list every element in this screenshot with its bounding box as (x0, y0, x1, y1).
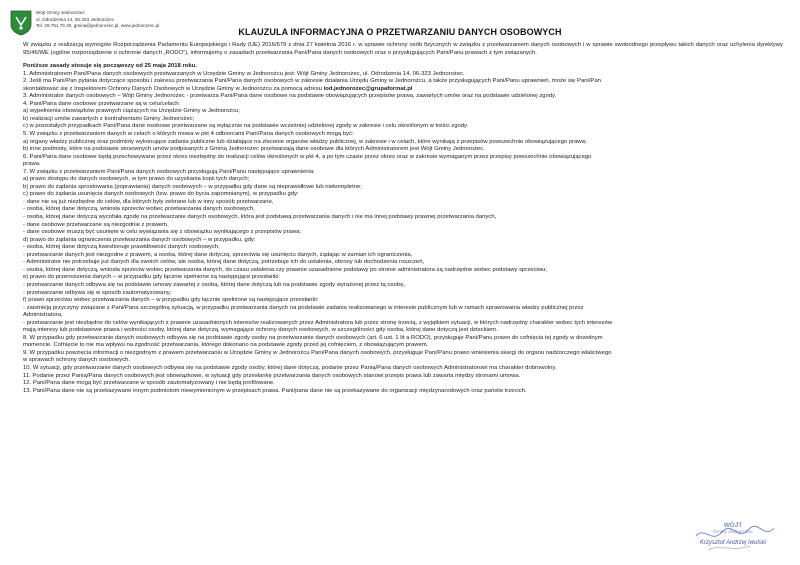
body-line: 3. Administrator danych osobowych – Wójt Gminy Jednorożec - przetwarza Pani/Pana dane osobowe na podstawie obowiązujących przepisów prawa, zawartych umów oraz na podstawie udzielonej zgody. (23, 93, 557, 100)
body-line: 2. Jeśli ma Pani/Pan pytania dotyczące sposobu i zakresu przetwarzania Pani/Pana danych osobowych w zakresie działania Urzędu Gminy w Jednorożcu, a także przysługujących Pani/Panu uprawnień, może się Pani/Pan (23, 78, 601, 85)
body-line: - dane nie są już niezbędne do celów, dla których były zebrane lub w inny sposób przetwarzane, (23, 198, 274, 205)
body-line: Administratora, (23, 312, 63, 319)
stamp-title: WÓJT (723, 522, 743, 529)
body-line: b) prawo do żądania sprostowania (poprawiania) danych osobowych – w przypadku gdy dane są nieprawidłowe lub niekompletne; (23, 183, 362, 190)
body-line: w sprawach ochrony danych osobowych. (23, 357, 131, 364)
body-line-contact (23, 86, 783, 94)
body-line: c) w pozostałych przypadkach Pani/Pana dane osobowe przetwarzane są wyłącznie na podstawie wcześniej udzielonej zgody w zakresie i celu określonym w treści zgody. (23, 123, 469, 130)
body-line: b) realizacji umów zawartych z kontrahentami Gminy Jednorożec; (23, 115, 195, 122)
body-line: - dane osobowe przetwarzane są niezgodnie z prawem, (23, 221, 169, 228)
body-line: - osoba, której dane dotyczą wycofała zgodę na przetwarzanie danych osobowych, która jest podstawą przetwarzania danych i nie ma innej podstawy prawnej przetwarzania danych, (23, 214, 497, 221)
body-line: - przetwarzanie danych jest niezgodne z prawem, a osoba, której dane dotyczą, sprzeciwia się usunięciu danych, żądając w zamian ich ograniczenia, (23, 251, 413, 258)
body-line: 8. W przypadku gdy przetwarzanie danych osobowych odbywa się na podstawie zgody osoby na przetwarzanie danych osobowych (art. 6 ust. 1 lit a RODO), przysługuje Pani/Panu prawo do cofnięcia tej zgody w dowolnym (23, 334, 603, 341)
body-line: - dane osobowe muszą być usunięte w celu wywiązania się z obowiązku wynikającego z przepisów prawa; (23, 229, 301, 236)
body-line: - przetwarzanie odbywa się w sposób zautomatyzowany; (23, 289, 172, 296)
stamp-name: Krzysztof Andrzej Iwulski (699, 540, 767, 546)
body-line: f) prawo sprzeciwu wobec przetwarzania danych – w przypadku gdy łącznie spełnione są następujące przesłanki: (23, 297, 319, 304)
body-line: - osoba, której dane dotyczą, wniosła sprzeciw wobec przetwarzania danych osobowych, (23, 206, 255, 213)
body-line: momencie. Cofnięcie to nie ma wpływu na zgodność przetwarzania, którego dokonano na podstawie zgody przed jej cofnięciem, z obowiązującym prawem. (23, 342, 429, 349)
letterhead-office: Wójt Gminy Jednorożec (36, 10, 85, 15)
body-line: 4. Pani/Pana dane osobowe przetwarzane są w celu/celach: (23, 100, 181, 107)
body-line: 1. Administratorem Pani/Pana danych osobowych przetwarzanych w Urzędzie Gminy w Jednorożcu jest: Wójt Gminy Jednorożec, ul. Odrodzenia 14, 06-323 Jednorożec. (23, 70, 465, 77)
letterhead-contact: Tel. 29 751 70 30, gmina@jednorozec.pl, www.jednorozec.pl (36, 23, 160, 29)
body-line: - przetwarzanie jest niezbędne do celów wynikających z prawnie uzasadnionych interesów realizowanych przez Administratora lub przez stronę trzecią, z wyjątkiem sytuacji, w których nadrzędny charakter wobec tych interesów (23, 319, 613, 326)
body-line: - osoba, której dane dotyczą, wniosła sprzeciw wobec przetwarzania danych, do czasu ustalenia czy prawnie uzasadnione podstawy po stronie administratora są nadrzędne wobec podstawy sprzeciwu; (23, 266, 547, 273)
effective-date-line: Poniższe zasady stosuje się począwszy od 25 maja 2018 roku. (23, 63, 197, 70)
body-line: c) prawo do żądania usunięcia danych osobowych (tzw. prawo do bycia zapomnianym), w przypadku gdy: (23, 191, 299, 198)
letterhead-address: ul. Odrodzenia 14, 06-323 Jednorożec (36, 16, 115, 22)
body-line: a) organy władzy publicznej oraz podmioty wykonujące zadania publiczne lub działające na zlecenie organów władzy publicznej, w zakresie i w celach, które wynikają z przepisów powszechnie obowiązującego prawa; (23, 138, 587, 145)
body-line: d) prawo do żądania ograniczenia przetwarzania danych osobowych – w przypadku, gdy: (23, 236, 256, 243)
stamp-office: Gminy Jednorożec (713, 530, 753, 535)
body-line: 9. W przypadku powzięcia informacji o niezgodnym z prawem przetwarzaniu w Urzędzie Gminy w Jednorożcu Pani/Pana danych osobowych, przysługuje Pani/Panu prawo wniesienia skargi do organu nadzorczego właściwego (23, 349, 612, 356)
body-line: a) prawo dostępu do danych osobowych, w tym prawo do uzyskania kopii tych danych; (23, 176, 250, 183)
body-line: 13. Pani/Pana dane nie są przekazywane innym podmiotom niewymienionym w przepisach prawa. Pani/pana dane nie są przekazywane do organizacji międzynarodowych oraz państw trzecich. (23, 387, 527, 394)
body-line: prawa. (23, 161, 41, 168)
body-line: 10. W sytuacji, gdy przetwarzanie danych osobowych odbywa się na podstawie zgody osoby, której dane dotyczą, podanie przez Panią/Pana danych osobowych Administratorowi ma charakter dobrowolny. (23, 364, 557, 371)
body-line: 5. W związku z przetwarzaniem danych w celach o których mowa w pkt 4 odbiorcami Pani/Pana danych osobowych mogą być: (23, 131, 354, 138)
signature-icon (678, 522, 788, 556)
body-line: e) prawo do przenoszenia danych – w przypadku gdy łącznie spełnione są następujące przesłanki: (23, 274, 281, 281)
document-title: KLAUZULA INFORMACYJNA O PRZETWARZANIU DANYCH OSOBOWYCH (238, 27, 562, 37)
body-line: mają interesy lub podstawowe prawa i wolności osoby, której dane dotyczą, wymagające ochrony danych osobowych, w szczególności gdy osoba, której dane dotyczą jest dzieckiem. (23, 327, 498, 334)
body-line: b) inne podmioty, które na podstawie stosownych umów podpisanych z Gminą Jednorożec przetwarzają dane osobowe dla których Administratorem jest Wójt Gminy Jednorożec. (23, 146, 485, 153)
body-line: 6. Pani/Pana dane osobowe będą przechowywane przez okres niezbędny do realizacji celów określonych w pkt 4, a po tym czasie przez okres oraz w zakresie wymaganym przez przepisy powszechnie obowiązującego (23, 153, 592, 160)
body-line: 11. Podanie przez Panią/Pana danych osobowych jest obowiązkowe, w sytuacji gdy przesłankę przetwarzania danych osobowych stanowi przepis prawa lub zawarta między stronami umowa. (23, 372, 521, 379)
document-body (23, 42, 783, 395)
contact-text: skontaktować się z Inspektorem Ochrony Danych Osobowych w Urzędzie Gminy w Jednorożcu za pomocą adresu (23, 85, 324, 92)
body-line: 12. Pani/Pana dane mogą być przetwarzane w sposób zautomatyzowany i nie będą profilowane. (23, 380, 275, 387)
intro-paragraph: W związku z realizacją wymogów Rozporządzenia Parlamentu Europejskiego i Rady (UE) 2016/679 z dnia 27 kwietnia 2016 r. w sprawie ochrony osób fizycznych w związku z przetwarzaniem danych osobowych i w sprawie swobodnego przepływu takich danych oraz uchylenia dyrektywy 95/46/WE (ogólne rozporządzenie o ochronie danych „RODO"), informujemy o zasadach przetwarzania Pani/Pana danych osobowych oraz o przysługujących Pani/Panu prawach z tym związanych. (23, 42, 783, 56)
body-line: - przetwarzanie danych odbywa się na podstawie umowy zawartej z osobą, której dane dotyczą lub na podstawie zgody wyrażonej przez tą osobę, (23, 281, 406, 288)
iod-email-link[interactable]: iod.jednorozec@grupaformat.pl (323, 85, 413, 92)
body-line: 7. W związku z przetwarzaniem Pani/Pana danych osobowych przysługują Pani/Panu następujące uprawnienia: (23, 168, 315, 175)
body-line: a) wypełnienia obowiązków prawnych ciążących na Urzędzie Gminy w Jednorożcu; (23, 108, 241, 115)
body-line: - osoba, której dane dotyczą kwestionuje prawidłowość danych osobowych, (23, 244, 220, 251)
body-line: - Administrator nie potrzebuje już danych dla swoich celów, ale osoba, której dane dotyczą, potrzebuje ich do ustalenia, obrony lub dochodzenia roszczeń, (23, 259, 425, 266)
official-stamp (678, 522, 788, 556)
body-line: - zaistnieją przyczyny związane z Pani/Pana szczególną sytuacją, w przypadku przetwarzania danych na podstawie zadania realizowanego w interesie publicznym lub w ramach sprawowania władzy publicznej przez (23, 304, 584, 311)
